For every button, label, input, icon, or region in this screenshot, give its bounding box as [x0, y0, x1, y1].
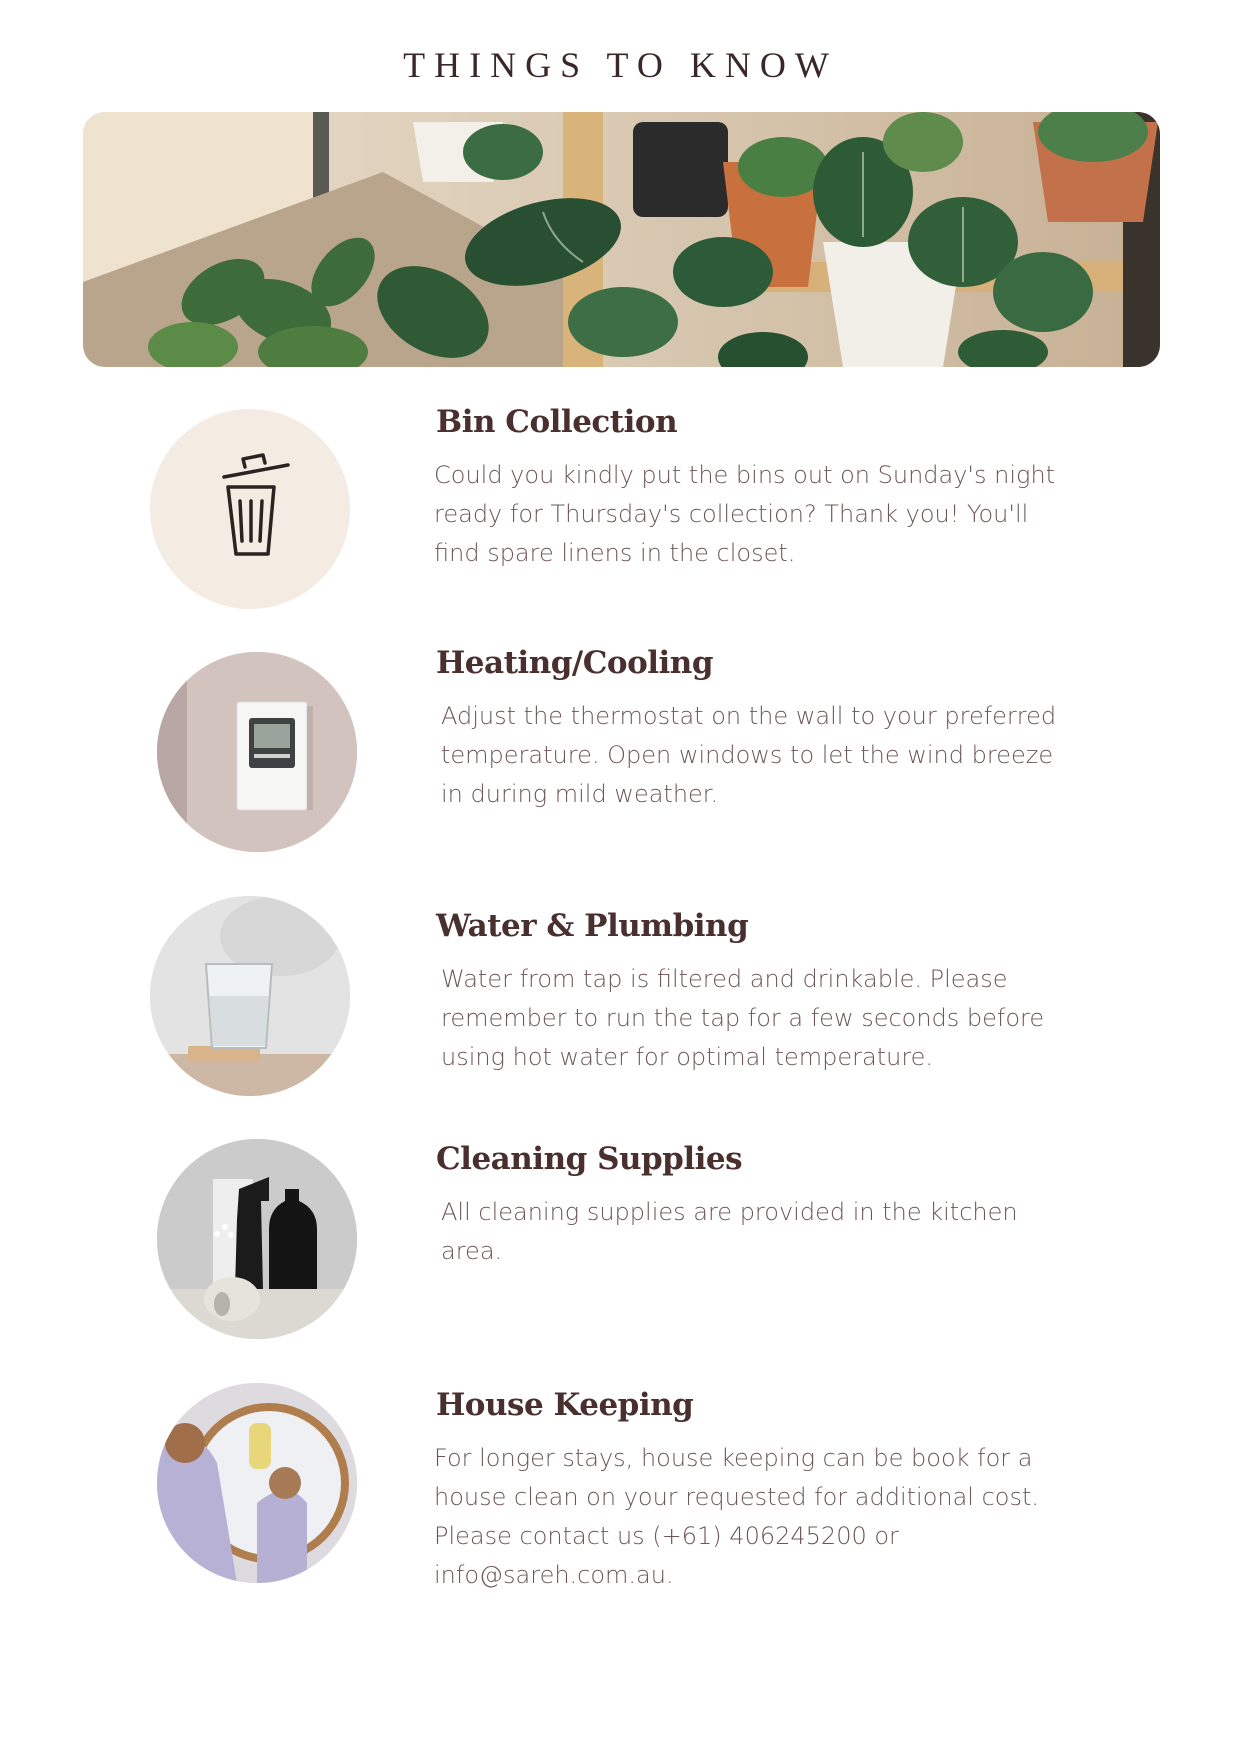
- thermostat-photo: [157, 652, 357, 852]
- item-body: All cleaning supplies are provided in the kitchen area.: [441, 1198, 1018, 1265]
- item-body: Could you kindly put the bins out on Sunday's night ready for Thursday's collection? Thank you! You'll find spare linens in the closet.: [434, 461, 1056, 567]
- page-title: THINGS TO KNOW: [403, 45, 838, 85]
- plants-banner-image: [83, 112, 1160, 367]
- item-heading: Water & Plumbing: [436, 908, 749, 944]
- trash-can-icon: [150, 409, 350, 609]
- item-heading: House Keeping: [436, 1387, 694, 1423]
- item-body: For longer stays, house keeping can be book for a house clean on your requested for additional cost. Please contact us (+61) 406245200 or info@sareh.com.au.: [434, 1444, 1040, 1589]
- water-glass-photo: [150, 896, 350, 1096]
- item-body: Adjust the thermostat on the wall to your preferred temperature. Open windows to let the wind breeze in during mild weather.: [441, 702, 1057, 808]
- mirror-cleaning-photo: [157, 1383, 357, 1583]
- bin-icon-circle: [150, 409, 350, 609]
- item-body: Water from tap is filtered and drinkable. Please remember to run the tap for a few seconds before using hot water for optimal temperature.: [441, 965, 1045, 1071]
- item-heading: Cleaning Supplies: [436, 1141, 743, 1177]
- cleaning-bottles-photo: [157, 1139, 357, 1339]
- item-heading: Bin Collection: [436, 404, 678, 440]
- item-heading: Heating/Cooling: [436, 645, 714, 681]
